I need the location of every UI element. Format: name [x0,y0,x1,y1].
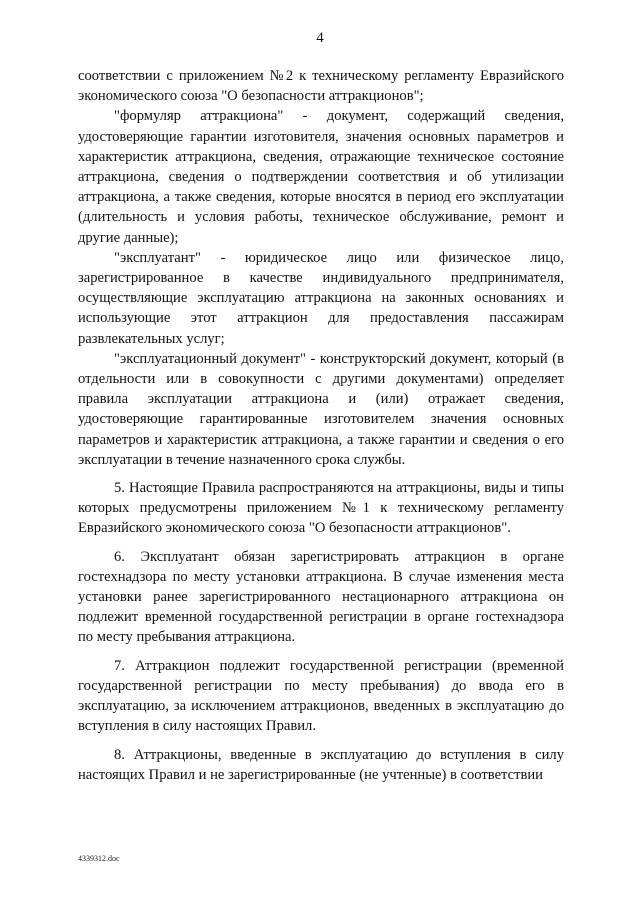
paragraph-6: 6. Эксплуатант обязан зарегистрировать аттракцион в органе гостехнадзора по месту установки аттракциона. В случае изменения места установки ранее зарегистрированного нестационарного аттракциона он подлежит временной государственной регистрации в органе гостехнадзора по месту пребывания аттракциона. [78,548,564,646]
document-file-reference: 4339312.doc [78,854,120,863]
definition-ekspluatatsionny-dokument: "эксплуатационный документ" - конструкторский документ, который (в отдельности или в совокупности с другими документами) определяет правила эксплуатации аттракциона и (или) отражает сведения, удостоверяющие гарантированные изготовителем значения основных параметров и характеристик аттракциона, а также гарантии и сведения о его эксплуатации в течение назначенного срока службы. [78,350,564,468]
page-number: 4 [316,30,324,46]
definition-ekspluatant: "эксплуатант" - юридическое лицо или физическое лицо, зарегистрированное в качестве индивидуального предпринимателя, осуществляющие эксплуатацию аттракциона на законных основаниях и использующие этот аттракцион для предоставления пассажирам развлекательных услуг; [78,249,564,347]
paragraph-8: 8. Аттракционы, введенные в эксплуатацию до вступления в силу настоящих Правил и не зарегистрированные (не учтенные) в соответствии [78,746,564,783]
paragraph-7: 7. Аттракцион подлежит государственной регистрации (временной государственной регистрации по месту пребывания) до ввода его в эксплуатацию, за исключением аттракционов, введенных в эксплуатацию до вступления в силу настоящих Правил. [78,657,564,735]
definition-formulyar: "формуляр аттракциона" - документ, содержащий сведения, удостоверяющие гарантии изготовителя, значения основных параметров и характеристик аттракциона, сведения, отражающие техническое состояние аттракциона, сведения о подтверждении соответствия и об утилизации аттракциона, а также сведения, которые вносятся в период его эксплуатации (длительность и условия работы, техническое обслуживание, ремонт и другие данные); [78,108,564,246]
document-body [78,66,564,785]
paragraph-continuation: соответствии с приложением №2 к техническому регламенту Евразийского экономического союза "О безопасности аттракционов"; [78,68,564,105]
paragraph-5: 5. Настоящие Правила распространяются на аттракционы, виды и типы которых предусмотрены приложением №1 к техническому регламенту Евразийского экономического союза "О безопасности аттракционов". [78,480,564,537]
